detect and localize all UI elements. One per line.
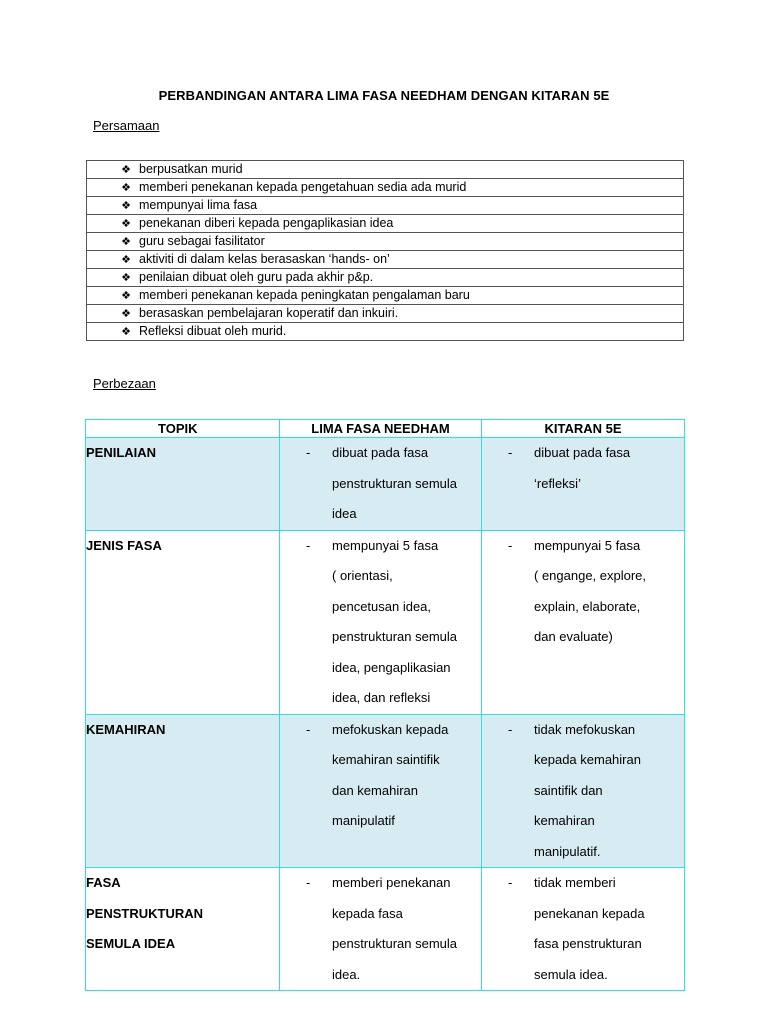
header-topik: TOPIK [86,420,280,438]
topic-text: JENIS FASA [86,537,162,553]
similarity-cell [87,305,684,323]
comparison-row [86,714,685,868]
dash-marker: - [508,721,513,737]
topic-text: PENILAIAN [86,445,157,460]
kitaran-line: tidak memberi [534,875,616,890]
diamond-bullet-icon: ❖ [121,164,131,176]
similarity-cell [87,215,684,233]
similarity-row [87,161,684,179]
similarity-row [87,215,684,233]
needham-cell [280,438,482,531]
dash-marker: - [306,721,311,737]
needham-line: kepada fasa [332,905,403,921]
kitaran-cell [482,530,685,714]
similarity-text: berasaskan pembelajaran koperatif dan inkuiri. [139,306,399,320]
similarity-text: mempunyai lima fasa [139,198,258,212]
diamond-bullet-icon: ❖ [121,290,131,302]
diamond-bullet-icon: ❖ [121,218,131,230]
comparison-table [85,419,685,991]
needham-line: dibuat pada fasa [332,445,429,460]
diamond-bullet-icon: ❖ [121,254,131,266]
comparison-row [86,530,685,714]
needham-line: penstrukturan semula [332,936,458,951]
similarity-cell [87,179,684,197]
comparison-header-row [86,420,685,438]
dash-marker: - [306,445,311,460]
similarity-cell [87,269,684,287]
needham-line: manipulatif [332,813,395,828]
needham-line: penstrukturan semula [332,629,458,644]
topic-text: PENSTRUKTURAN [86,905,203,921]
kitaran-line: ‘refleksi’ [534,475,581,491]
similarity-row [87,305,684,323]
topic-text: FASA [86,875,121,890]
needham-cell [280,530,482,714]
similarity-row [87,251,684,269]
kitaran-line: mempunyai 5 fasa [534,537,641,553]
kitaran-line: dibuat pada fasa [534,445,631,460]
similarity-row [87,323,684,341]
kitaran-cell [482,868,685,991]
kitaran-line: manipulatif. [534,843,601,859]
needham-line: mempunyai 5 fasa [332,537,439,553]
similarity-row [87,287,684,305]
needham-line: dan kemahiran [332,782,418,798]
dash-marker: - [508,875,513,890]
kitaran-cell [482,714,685,868]
similarity-cell [87,161,684,179]
kitaran-line: kemahiran [534,813,595,828]
kitaran-line: tidak mefokuskan [534,721,636,737]
topic-cell [86,714,280,868]
similarity-text: guru sebagai fasilitator [139,234,265,248]
similarity-row [87,233,684,251]
kitaran-cell [482,438,685,531]
similarity-text: penekanan diberi kepada pengaplikasian idea [139,216,394,230]
diamond-bullet-icon: ❖ [121,272,131,284]
needham-line: kemahiran saintifik [332,752,440,767]
topic-cell [86,438,280,531]
similarity-text: aktiviti di dalam kelas berasaskan ‘hands- on’ [139,252,390,266]
similarity-text: penilaian dibuat oleh guru pada akhir p&p. [139,270,374,284]
similarities-table [86,160,684,341]
dash-marker: - [306,875,311,890]
document-title: PERBANDINGAN ANTARA LIMA FASA NEEDHAM DENGAN KITARAN 5E [158,88,610,103]
kitaran-line: penekanan kepada [534,905,645,921]
needham-line: idea, pengaplikasian [332,659,451,675]
comparison-row [86,868,685,991]
similarity-text: berpusatkan murid [139,162,243,176]
diamond-bullet-icon: ❖ [121,308,131,320]
kitaran-line: saintifik dan [534,782,603,798]
topic-cell [86,868,280,991]
similarity-cell [87,323,684,341]
topic-text: SEMULA IDEA [86,936,176,951]
similarity-cell [87,233,684,251]
similarity-text: Refleksi dibuat oleh murid. [139,324,287,338]
topic-cell [86,530,280,714]
perbezaan-heading: Perbezaan [93,376,156,391]
header-needham: LIMA FASA NEEDHAM [280,420,482,438]
kitaran-line: dan evaluate) [534,629,613,644]
needham-line: idea [332,506,357,521]
kitaran-line: fasa penstrukturan [534,936,642,951]
needham-line: idea. [332,966,361,982]
similarity-row [87,179,684,197]
needham-cell [280,868,482,991]
similarity-cell [87,287,684,305]
needham-line: idea, dan refleksi [332,690,431,705]
header-kitaran: KITARAN 5E [482,420,685,438]
topic-text: KEMAHIRAN [86,721,166,737]
needham-line: memberi penekanan [332,875,451,890]
similarity-text: memberi penekanan kepada peningkatan pengalaman baru [139,288,470,302]
kitaran-line: ( engange, explore, [534,568,647,583]
similarity-text: memberi penekanan kepada pengetahuan sedia ada murid [139,180,467,194]
dash-marker: - [508,537,513,553]
persamaan-heading: Persamaan [93,118,160,133]
similarity-row [87,269,684,287]
dash-marker: - [306,537,311,553]
needham-line: ( orientasi, [332,568,393,583]
similarity-row [87,197,684,215]
diamond-bullet-icon: ❖ [121,236,131,248]
similarity-cell [87,251,684,269]
needham-line: pencetusan idea, [332,598,432,614]
diamond-bullet-icon: ❖ [121,182,131,194]
kitaran-line: explain, elaborate, [534,598,641,614]
similarity-cell [87,197,684,215]
kitaran-line: kepada kemahiran [534,752,641,767]
kitaran-line: semula idea. [534,966,608,982]
dash-marker: - [508,445,513,460]
comparison-row [86,438,685,531]
needham-line: penstrukturan semula [332,475,458,491]
needham-cell [280,714,482,868]
diamond-bullet-icon: ❖ [121,326,131,338]
diamond-bullet-icon: ❖ [121,200,131,212]
needham-line: mefokuskan kepada [332,721,449,737]
